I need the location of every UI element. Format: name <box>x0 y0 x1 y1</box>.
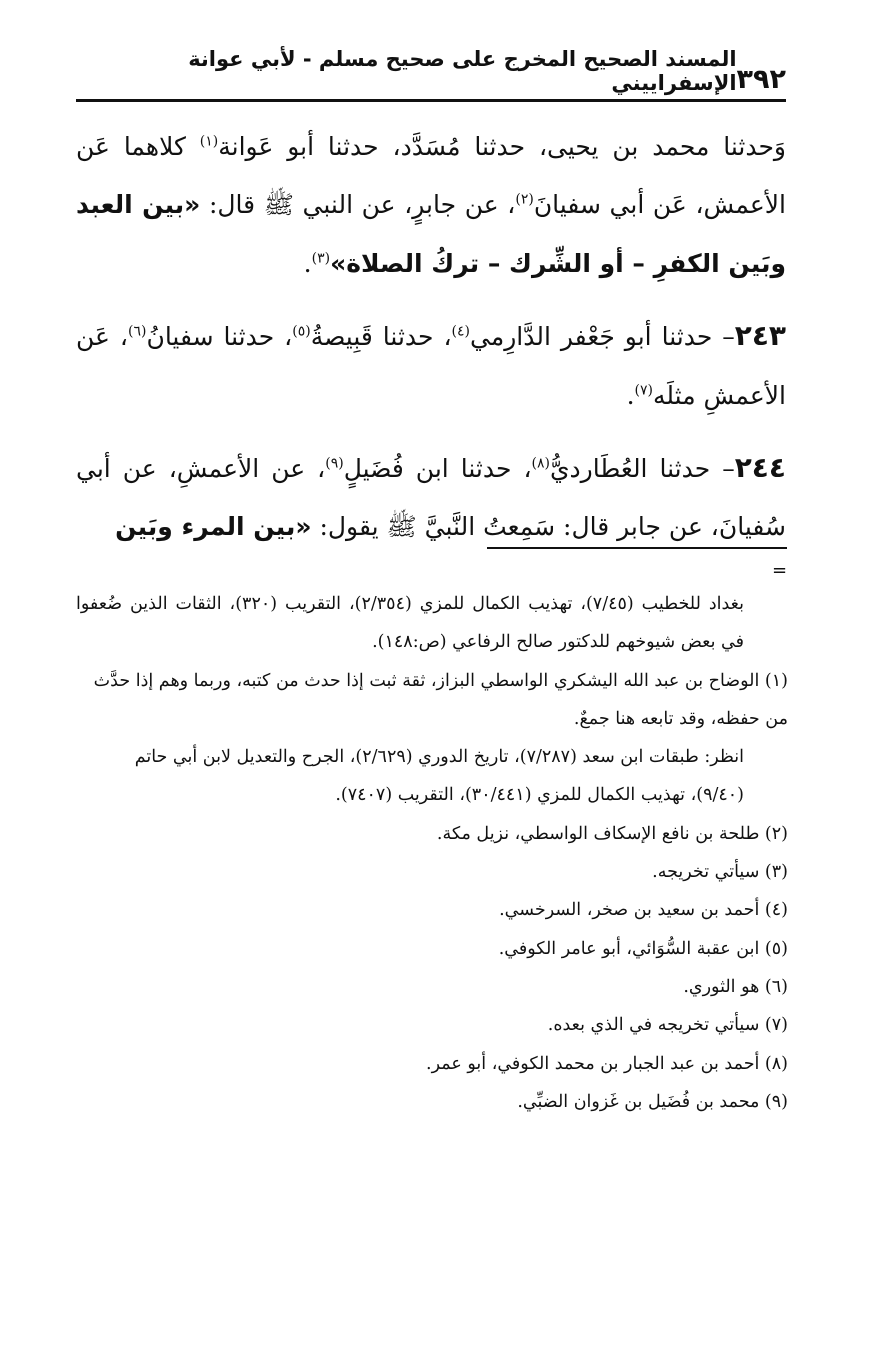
footnote-6: (٦) هو الثوري. <box>683 976 788 997</box>
text-run: ، حدثنا قَبِيصةُ <box>310 322 452 352</box>
paragraph-hadith-243 <box>76 307 786 425</box>
hadith-number: ٢٤٤ <box>734 451 786 485</box>
footnote-ref: (٥) <box>292 323 311 340</box>
footnote-continuation: بغداد للخطيب (٧/٤٥)، تهذيب الكمال للمزي (٢/٣٥٤)، التقريب (٣٢٠)، الثقات الذين ضُعفوا في بعض شيوخهم للدكتور صالح الرفاعي (ص:١٤٨). <box>76 594 744 653</box>
continuation-mark: = <box>772 560 788 581</box>
footnote-1: (١) الوضاح بن عبد الله اليشكري الواسطي البزاز، ثقة ثبت إذا حدث من كتبه، وربما وهم إذا حدَّث من حفظه، وقد تابعه هنا جمعٌ. <box>93 670 788 729</box>
hadith-number: ٢٤٣ <box>734 319 787 353</box>
text-run: – حدثنا أبو جَعْفر الدَّارِمي <box>470 322 735 352</box>
paragraph-hadith-242-continuation <box>76 118 786 293</box>
running-title: المسند الصحيح المخرج على صحيح مسلم - لأبي عوانة الإسفراييني <box>188 47 737 95</box>
main-text <box>76 118 786 557</box>
footnote-ref: (٦) <box>127 323 147 340</box>
running-header <box>76 47 786 102</box>
footnote-2: (٢) طلحة بن نافع الإسكاف الواسطي، نزيل مكة. <box>436 823 788 844</box>
footnote-ref: (٩) <box>325 455 344 472</box>
text-run: ، حدثنا ابن فُضَيلٍ <box>343 454 532 484</box>
text-run: ، عَن الأعمشِ مثلَه <box>76 322 786 410</box>
footnote-ref: (٢) <box>515 192 534 209</box>
text-run: كلاهما عَن الأعمش، عَن أبي سفيانَ <box>76 132 786 220</box>
footnote-separator <box>487 547 787 549</box>
footnote-ref: (٧) <box>634 382 653 399</box>
text-run: ، عن جابرٍ، عن النبي ﷺ قال: <box>200 190 516 220</box>
footnotes <box>76 585 788 1121</box>
page-number: ٣٩٢ <box>736 64 786 95</box>
footnote-1-sources: انظر: طبقات ابن سعد (٧/٢٨٧)، تاريخ الدوري (٢/٦٢٩)، الجرح والتعديل لابن أبي حاتم (٩/٤٠)، تهذيب الكمال للمزي (٣٠/٤٤١)، التقريب (٧٤٠٧). <box>134 747 744 806</box>
hadith-quote: «بين المرء وبَين <box>115 512 312 542</box>
footnote-8: (٨) أحمد بن عبد الجبار بن محمد الكوفي، أبو عمر. <box>426 1053 788 1074</box>
footnote-9: (٩) محمد بن فُضَيل بن غَزوان الضبِّي. <box>517 1091 788 1112</box>
hadith-quote: «بين العبد وبَين الكفرِ – أو الشِّرك – تركُ الصلاة» <box>76 190 786 278</box>
text-run: ، عن الأعمشِ، عن أبي سُفيانَ، عن جابر قال: سَمِعتُ النَّبيَّ ﷺ يقول: <box>76 454 786 542</box>
paragraph-hadith-244 <box>76 439 786 557</box>
footnote-ref: (٣) <box>311 250 331 267</box>
footnote-ref: (٨) <box>531 455 550 472</box>
footnote-5: (٥) ابن عقبة السُّوَائي، أبو عامر الكوفي. <box>498 938 788 959</box>
text-run: ، حدثنا سفيانُ <box>146 322 293 352</box>
text-run: . <box>626 380 635 410</box>
footnote-ref: (١) <box>199 133 219 150</box>
footnote-ref: (٤) <box>451 323 470 340</box>
footnote-4: (٤) أحمد بن سعيد بن صخر، السرخسي. <box>499 900 788 921</box>
text-run: – حدثنا العُطَارديُّ <box>549 454 735 484</box>
text-run: وَحدثنا محمد بن يحيى، حدثنا مُسَدَّد، حدثنا أبو عَوانة <box>218 132 786 161</box>
text-run: . <box>303 248 312 278</box>
footnote-3: (٣) سيأتي تخريجه. <box>652 862 788 883</box>
footnote-7: (٧) سيأتي تخريجه في الذي بعده. <box>547 1015 788 1036</box>
